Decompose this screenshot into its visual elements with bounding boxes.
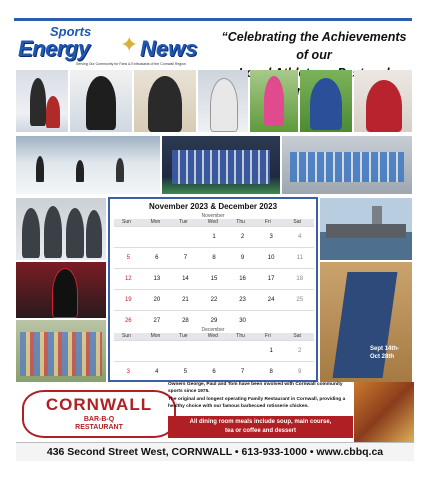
calendar-day: 6 xyxy=(143,247,172,268)
sign-name: CORNWALL xyxy=(45,395,153,414)
address-footer: 436 Second Street West, CORNWALL • 613-933-1000 • www.cbbq.ca xyxy=(16,442,414,461)
calendar-day: 12 xyxy=(114,268,143,289)
logo-sports: Sports xyxy=(50,24,92,39)
calendar-day: 8 xyxy=(257,361,286,382)
photo-ringette-player xyxy=(16,262,106,318)
logo-news: News xyxy=(140,36,198,61)
calendar-day: 4 xyxy=(143,361,172,382)
month-label-november: November xyxy=(201,213,225,219)
calendar-day: 13 xyxy=(143,268,172,289)
headline xyxy=(214,28,414,68)
calendar xyxy=(108,197,318,382)
day-header-fri: Fri xyxy=(257,333,286,340)
day-header-sun: Sun xyxy=(114,219,143,226)
calendar-day: 23 xyxy=(228,289,257,310)
headline-line-1: “Celebrating the Achievements of our xyxy=(221,30,407,62)
cornwall-bbq-sign xyxy=(22,390,176,438)
calendar-day: 4 xyxy=(285,226,314,247)
calendar-day: 25 xyxy=(285,289,314,310)
calendar-title: November 2023 & December 2023 xyxy=(148,202,278,211)
day-header-tue: Tue xyxy=(171,333,200,340)
calendar-day: 2 xyxy=(285,340,314,361)
calendar-day: 5 xyxy=(171,361,200,382)
dining-banner xyxy=(168,416,353,438)
calendar-day: 22 xyxy=(200,289,229,310)
day-header-mon: Mon xyxy=(143,219,172,226)
photo-boy-portrait xyxy=(134,70,196,132)
day-header-sat: Sat xyxy=(285,219,314,226)
photo-group-community xyxy=(16,320,106,382)
calendar-day xyxy=(114,340,143,361)
calendar-day: 29 xyxy=(200,310,229,331)
calendar-day: 20 xyxy=(143,289,172,310)
month-label-december: December xyxy=(201,327,225,333)
calendar-day: 18 xyxy=(285,268,314,289)
day-header-wed: Wed xyxy=(200,219,229,226)
calendar-day: 19 xyxy=(114,289,143,310)
ad-paragraph-2: The original and longest operating Family Restaurant in Cornwall, providing a healthy choice with our famous barbecued rotisserie chicken. xyxy=(168,397,346,409)
calendar-day xyxy=(143,226,172,247)
day-header-sun: Sun xyxy=(114,333,143,340)
calendar-day: 9 xyxy=(285,361,314,382)
calendar-day: 3 xyxy=(114,361,143,382)
calendar-day xyxy=(114,226,143,247)
photo-hockey-practice xyxy=(16,136,160,194)
calendar-day: 17 xyxy=(257,268,286,289)
calendar-day: 7 xyxy=(171,247,200,268)
star-icon: ✦ xyxy=(120,32,139,57)
calendar-day xyxy=(171,226,200,247)
calendar-day xyxy=(143,340,172,361)
day-header-mon: Mon xyxy=(143,333,172,340)
logo-tagline: Serving Our Community for Fans & Enthusiasts of the Cornwall Region xyxy=(76,62,186,66)
ad-text xyxy=(168,382,353,410)
top-rule xyxy=(14,18,412,21)
calendar-day: 30 xyxy=(228,310,257,331)
photo-women-trophy xyxy=(16,198,106,260)
calendar-day: 3 xyxy=(257,226,286,247)
calendar-day: 5 xyxy=(114,247,143,268)
photo-ball-hockey-team xyxy=(282,136,412,194)
photo-hockey-coach-kid xyxy=(16,70,68,132)
calendar-day xyxy=(171,340,200,361)
calendar-day: 28 xyxy=(171,310,200,331)
logo-energy: Energy xyxy=(18,36,90,61)
photo-team-portrait xyxy=(162,136,280,194)
day-header-thu: Thu xyxy=(228,333,257,340)
calendar-day xyxy=(200,340,229,361)
calendar-day: 1 xyxy=(257,340,286,361)
photo-food-platter xyxy=(354,382,414,444)
photo-ship xyxy=(320,198,412,260)
calendar-day: 21 xyxy=(171,289,200,310)
november-grid xyxy=(114,219,314,331)
photo-soccer-girl xyxy=(250,70,298,132)
banner-date-line2: Oct 28th xyxy=(370,354,395,360)
calendar-day: 8 xyxy=(200,247,229,268)
restaurant-ad xyxy=(16,382,414,446)
calendar-day: 10 xyxy=(257,247,286,268)
calendar-day: 6 xyxy=(200,361,229,382)
ad-paragraph-1: Owners George, Paul and Tom have been involved with Cornwall community sports since 1975. xyxy=(168,382,343,394)
calendar-day: 15 xyxy=(200,268,229,289)
calendar-day: 26 xyxy=(114,310,143,331)
photo-banner-arena xyxy=(320,262,412,382)
photo-young-goalie xyxy=(70,70,132,132)
sign-restaurant: RESTAURANT xyxy=(75,424,123,431)
calendar-day: 9 xyxy=(228,247,257,268)
calendar-day xyxy=(228,340,257,361)
december-grid xyxy=(114,333,314,382)
calendar-day: 11 xyxy=(285,247,314,268)
day-header-wed: Wed xyxy=(200,333,229,340)
photo-young-hockey-player xyxy=(198,70,248,132)
calendar-day: 2 xyxy=(228,226,257,247)
calendar-day: 27 xyxy=(143,310,172,331)
photo-girl-hockey-jersey xyxy=(354,70,412,132)
day-header-tue: Tue xyxy=(171,219,200,226)
dining-line-1: All dining room meals include soup, main course, xyxy=(189,419,332,425)
calendar-day: 24 xyxy=(257,289,286,310)
day-header-sat: Sat xyxy=(285,333,314,340)
calendar-day: 7 xyxy=(228,361,257,382)
banner-date-line1: Sept 14th- xyxy=(370,346,400,352)
calendar-day: 1 xyxy=(200,226,229,247)
sports-energy-news-logo xyxy=(16,24,216,68)
day-header-thu: Thu xyxy=(228,219,257,226)
dining-line-2: tea or coffee and dessert xyxy=(224,428,297,434)
calendar-day: 14 xyxy=(171,268,200,289)
sign-bbq: BAR-B-Q xyxy=(83,416,115,423)
day-header-fri: Fri xyxy=(257,219,286,226)
calendar-day: 16 xyxy=(228,268,257,289)
photo-boy-with-trophy xyxy=(300,70,352,132)
